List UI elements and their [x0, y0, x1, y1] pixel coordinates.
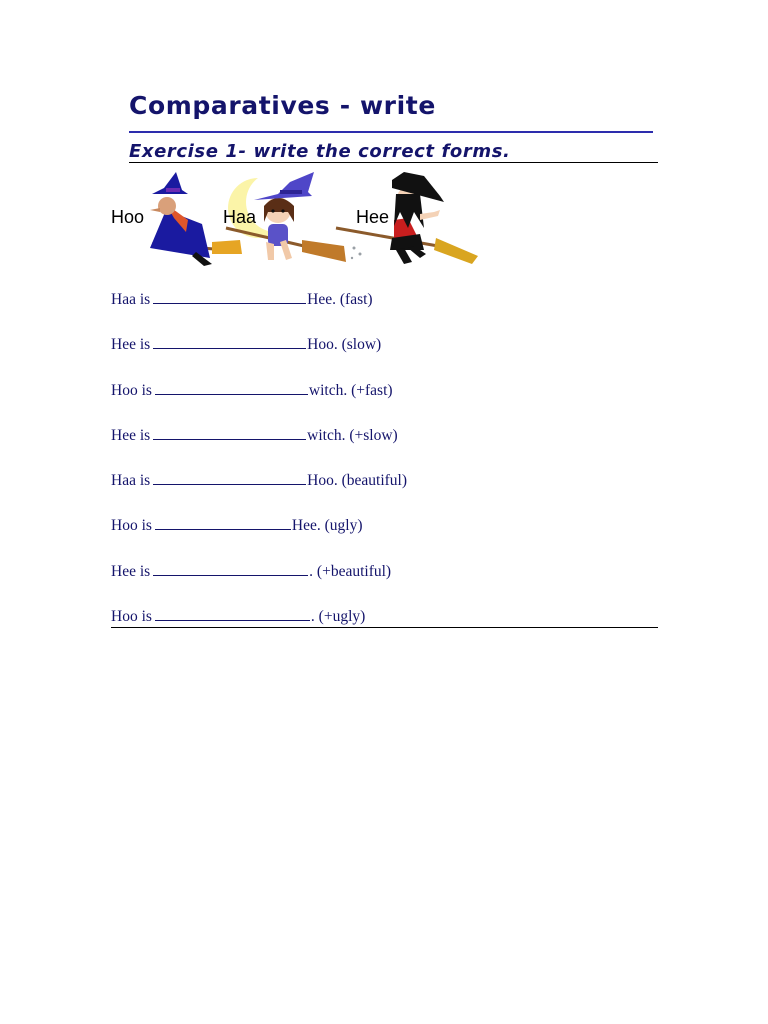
answer-blank[interactable]	[155, 515, 291, 530]
sentence-2	[111, 333, 658, 378]
witch-label-haa: Haa	[223, 207, 257, 227]
sentence-start: Haa is	[111, 291, 151, 308]
answer-blank[interactable]	[153, 289, 306, 304]
sentence-3	[111, 379, 658, 424]
sentence-end: Hee. (fast)	[307, 291, 373, 308]
sentence-5	[111, 469, 658, 514]
sentence-1	[111, 288, 658, 333]
answer-blank[interactable]	[155, 606, 310, 621]
sentence-start: Haa is	[111, 472, 151, 490]
sentence-end: Hee. (ugly)	[291, 517, 363, 535]
witch-label-hee: Hee	[356, 207, 390, 227]
sentence-4	[111, 424, 658, 469]
bottom-rule	[111, 627, 658, 628]
sentence-start: Hoo is	[111, 608, 152, 626]
sentence-end: witch. (+fast)	[308, 381, 393, 399]
exercise-heading: Exercise 1- write the correct forms.	[129, 141, 511, 162]
sentence-start: Hee is	[111, 562, 151, 580]
answer-blank[interactable]	[155, 380, 308, 395]
witch-label-hoo: Hoo	[111, 207, 145, 227]
sentence-start: Hoo is	[111, 381, 152, 399]
sentence-start: Hee is	[111, 336, 151, 354]
page-title: Comparatives - write	[129, 91, 436, 120]
exercise-sentence-list	[111, 288, 658, 650]
sentence-start: Hee is	[111, 426, 151, 444]
sentence-7	[111, 560, 658, 605]
sentence-start: Hoo is	[111, 517, 152, 535]
sentence-end: Hoo. (slow)	[307, 336, 382, 354]
sentence-end: witch. (+slow)	[307, 426, 398, 444]
exercise-rule	[129, 162, 658, 163]
answer-blank[interactable]	[153, 425, 306, 440]
witches-illustration	[108, 168, 488, 268]
answer-blank[interactable]	[153, 334, 306, 349]
sentence-6	[111, 514, 658, 559]
answer-blank[interactable]	[153, 470, 306, 485]
sentence-end: . (+ugly)	[310, 608, 366, 626]
answer-blank[interactable]	[153, 561, 308, 576]
title-rule	[129, 131, 653, 133]
sentence-end: Hoo. (beautiful)	[307, 472, 408, 490]
sentence-end: . (+beautiful)	[309, 562, 392, 580]
